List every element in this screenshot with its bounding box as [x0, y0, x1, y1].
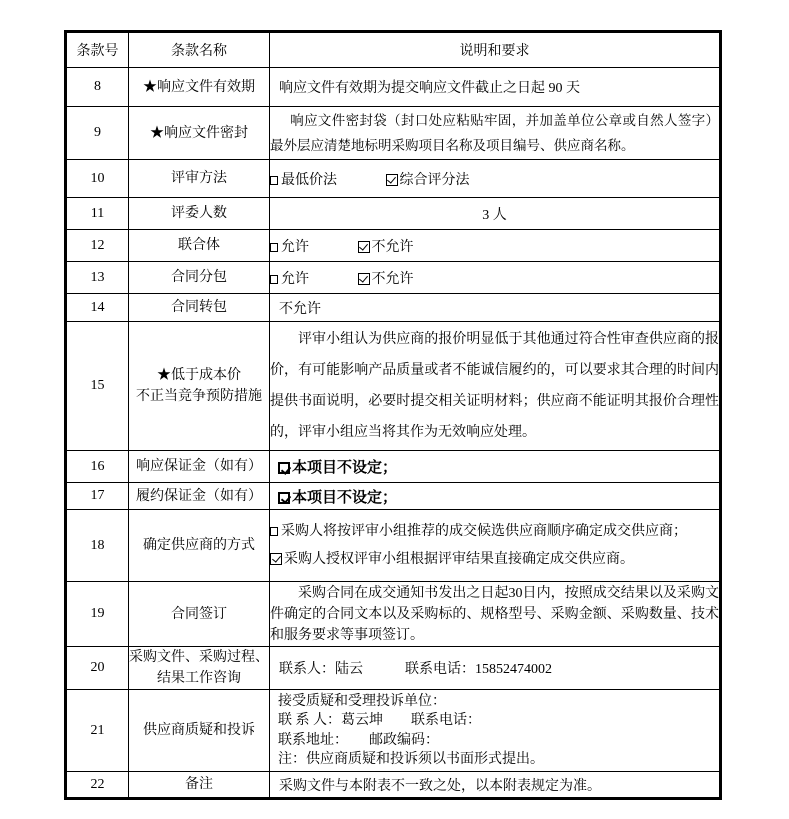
clause-number: 8	[66, 68, 129, 107]
clause-name-line: 采购文件、采购过程、	[129, 650, 269, 665]
checkbox-checked-icon	[278, 462, 290, 474]
row-clause-12	[66, 230, 721, 262]
option-label: 允许	[281, 271, 309, 287]
row-clause-22	[66, 772, 721, 799]
row-clause-13	[66, 262, 721, 294]
row-clause-21	[66, 690, 721, 772]
clause-number: 13	[66, 262, 129, 294]
clause-text: 不允许	[279, 301, 321, 317]
clause-text: 响应文件密封袋（封口处应粘贴牢固，并加盖单位公章或自然人签字）最外层应清楚地标明采购项目名称及项目编号、供应商名称。	[270, 113, 719, 153]
option-label: 采购人授权评审小组根据评审结果直接确定成交供应商。	[284, 551, 634, 567]
checked-statement	[270, 486, 719, 507]
option-direct-determination	[270, 550, 719, 570]
clause-name: ★响应文件有效期	[129, 68, 270, 107]
complaint-contact-line: 联 系 人：葛云坤 联系电话：	[278, 713, 481, 728]
complaint-note-line: 注：供应商质疑和投诉须以书面形式提出。	[278, 752, 544, 767]
clause-description	[270, 690, 721, 772]
row-clause-10	[66, 160, 721, 198]
checkbox-unchecked-icon	[270, 176, 278, 185]
checkbox-checked-icon	[270, 553, 282, 565]
checkbox-unchecked-icon	[270, 243, 278, 252]
row-clause-16	[66, 451, 721, 483]
row-clause-17	[66, 483, 721, 510]
clause-name: 供应商质疑和投诉	[129, 690, 270, 772]
clause-text: 3 人	[482, 207, 507, 223]
checkbox-checked-icon	[358, 241, 370, 253]
clause-description	[270, 107, 721, 160]
clause-name	[129, 322, 270, 451]
clause-description	[270, 483, 721, 510]
complaint-unit-line: 接受质疑和受理投诉单位：	[278, 693, 446, 709]
clause-name-line: 结果工作咨询	[157, 671, 241, 686]
option-lowest-price	[270, 173, 337, 188]
clause-number: 18	[66, 510, 129, 582]
option-label: 不允许	[371, 271, 414, 287]
clause-name: 合同分包	[129, 262, 270, 294]
row-clause-15	[66, 322, 721, 451]
header-row	[66, 32, 721, 68]
clause-number: 21	[66, 690, 129, 772]
clause-name: 合同签订	[129, 582, 270, 647]
row-clause-18	[66, 510, 721, 582]
option-allowed	[270, 272, 309, 287]
clause-text: 本项目不设定；	[292, 460, 398, 476]
clause-text: 评审小组认为供应商的报价明显低于其他通过符合性审查供应商的报价，有可能影响产品质量或者不能诚信履约的，可以要求其合理的时间内提供书面说明，必要时提交相关证明材料；供应商不能证明其报价合理性的，评审小组应当将其作为无效响应处理。	[270, 332, 719, 440]
clause-name: 评委人数	[129, 198, 270, 230]
clause-description	[270, 582, 721, 647]
clause-number: 10	[66, 160, 129, 198]
clause-number: 19	[66, 582, 129, 647]
row-clause-9	[66, 107, 721, 160]
clause-description	[270, 230, 721, 262]
option-not-allowed	[358, 240, 414, 255]
clause-number: 20	[66, 647, 129, 690]
clause-name: 备注	[129, 772, 270, 799]
clause-description	[270, 647, 721, 690]
clause-name: 合同转包	[129, 294, 270, 322]
clause-description	[270, 451, 721, 483]
clause-name: ★响应文件密封	[129, 107, 270, 160]
clause-description	[270, 160, 721, 198]
checked-statement	[270, 456, 719, 477]
row-clause-14	[66, 294, 721, 322]
clause-number: 15	[66, 322, 129, 451]
option-ranked-candidates	[270, 522, 719, 542]
clause-description	[270, 68, 721, 107]
option-allowed	[270, 240, 309, 255]
clause-description	[270, 772, 721, 799]
contact-line: 联系人：陆云 联系电话：15852474002	[279, 662, 552, 677]
clause-text: 本项目不设定；	[292, 489, 398, 506]
clause-number: 11	[66, 198, 129, 230]
option-label: 最低价法	[281, 172, 337, 188]
clause-description	[270, 510, 721, 582]
row-clause-19	[66, 582, 721, 647]
row-clause-20	[66, 647, 721, 690]
clause-description	[270, 262, 721, 294]
complaint-address-line: 联系地址： 邮政编码：	[278, 732, 439, 748]
clause-name-line: 不正当竞争预防措施	[136, 389, 262, 404]
checkbox-unchecked-icon	[270, 275, 278, 284]
clauses-table	[64, 30, 722, 800]
clause-name: 评审方法	[129, 160, 270, 198]
header-clause-no: 条款号	[66, 32, 129, 68]
clause-text: 响应文件有效期为提交响应文件截止之日起 90 天	[279, 81, 580, 96]
clause-description	[270, 322, 721, 451]
clause-number: 12	[66, 230, 129, 262]
option-label: 不允许	[371, 239, 414, 255]
option-label: 允许	[281, 239, 309, 255]
clause-number: 17	[66, 483, 129, 510]
clause-description	[270, 294, 721, 322]
clause-text: 采购文件与本附表不一致之处，以本附表规定为准。	[279, 778, 601, 794]
clause-number: 16	[66, 451, 129, 483]
checkbox-unchecked-icon	[270, 527, 278, 536]
checkbox-checked-icon	[278, 492, 290, 504]
checkbox-checked-icon	[358, 273, 370, 285]
clause-name: 履约保证金（如有）	[129, 483, 270, 510]
row-clause-8	[66, 68, 721, 107]
option-label: 采购人将按评审小组推荐的成交候选供应商顺序确定成交供应商；	[281, 523, 687, 539]
header-description: 说明和要求	[270, 32, 721, 68]
clause-number: 22	[66, 772, 129, 799]
option-comprehensive-scoring	[386, 173, 470, 188]
clause-description	[270, 198, 721, 230]
checkbox-checked-icon	[386, 174, 398, 186]
clause-name-line: ★低于成本价	[157, 368, 241, 383]
option-label: 综合评分法	[399, 172, 470, 188]
header-clause-name: 条款名称	[129, 32, 270, 68]
row-clause-11	[66, 198, 721, 230]
clause-text: 采购合同在成交通知书发出之日起30日内，按照成交结果以及采购文件确定的合同文本以及采购标的、规格型号、采购金额、采购数量、技术和服务要求等事项签订。	[270, 585, 719, 643]
clause-number: 14	[66, 294, 129, 322]
clause-number: 9	[66, 107, 129, 160]
option-not-allowed	[358, 272, 414, 287]
clause-name: 联合体	[129, 230, 270, 262]
clause-name: 确定供应商的方式	[129, 510, 270, 582]
clause-name: 响应保证金（如有）	[129, 451, 270, 483]
clause-name	[129, 647, 270, 690]
